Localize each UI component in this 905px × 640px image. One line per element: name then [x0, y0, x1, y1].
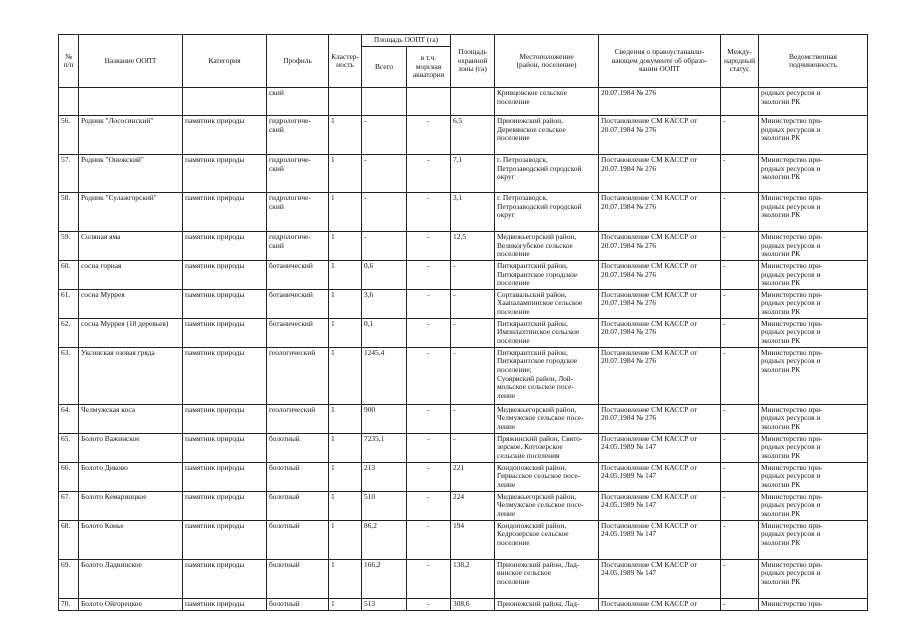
cell-area-marine: - [407, 520, 451, 559]
cell-area-total: 7235,1 [362, 433, 407, 462]
cell-department: Министерство при- родных ресурсов и экологии РК [759, 404, 868, 433]
cell-department: Министерство при- родных ресурсов и экологии РК [759, 116, 868, 155]
cell-cluster: 1 [329, 491, 362, 520]
cell-department: Министерство при- родных ресурсов и экологии РК [759, 347, 868, 404]
table-row [59, 116, 868, 155]
cell-profile: гидрологиче- ский [267, 232, 329, 261]
cell-profile: болотный [267, 559, 329, 598]
cell-location: Медвежьегорский район, Челмужское сельское посе- ление [495, 404, 599, 433]
table-row [59, 598, 868, 610]
cell-buffer: 12,5 [451, 232, 495, 261]
cell-area-marine: - [407, 433, 451, 462]
cell-cluster: 1 [329, 193, 362, 232]
cell-profile: болотный [267, 520, 329, 559]
cell-department: Министерство при- [759, 598, 868, 610]
cell-intl: - [721, 462, 759, 491]
cell-area-total: - [362, 155, 407, 193]
header-num: № п/п [59, 35, 79, 88]
table-row [59, 462, 868, 491]
row-number: 68. [59, 520, 79, 559]
cell-document: Постановление СМ КАССР от 20.07.1984 № 276 [599, 289, 721, 318]
cell-cluster: 1 [329, 232, 362, 261]
cell-area-marine: - [407, 289, 451, 318]
cell-area-total: - [362, 193, 407, 232]
cell-intl: - [721, 404, 759, 433]
cell-document: Постановление СМ КАССР от 24.05.1989 № 147 [599, 433, 721, 462]
cell-cluster: 1 [329, 261, 362, 290]
cell-name: Болото Кемаринцкое [79, 491, 183, 520]
cell-buffer: 7,1 [451, 155, 495, 193]
cell-area-marine: - [407, 193, 451, 232]
cell-category: памятник природы [183, 462, 267, 491]
table-row [59, 289, 868, 318]
header-area-group: Площадь ООПТ (га) [362, 35, 451, 47]
header-document: Сведения о правоустанавли- вающем документе об образо- вании ООПТ [599, 35, 721, 88]
row-number: 59. [59, 232, 79, 261]
cell-name: сосна Муррея [79, 289, 183, 318]
cell-buffer: 194 [451, 520, 495, 559]
cell-buffer: - [451, 404, 495, 433]
cell-department: Министерство при- родных ресурсов и экологии РК [759, 433, 868, 462]
cell-department: Министерство при- родных ресурсов и экологии РК [759, 462, 868, 491]
cell-department: Министерство при- родных ресурсов и экологии РК [759, 232, 868, 261]
row-number: 70. [59, 598, 79, 610]
cell-profile: ботанический [267, 318, 329, 347]
cell-intl: - [721, 559, 759, 598]
cell-document: Постановление СМ КАССР от 20.07.1984 № 276 [599, 318, 721, 347]
cell-cluster: 1 [329, 433, 362, 462]
cell-location: Прионежский район, Лад- винское сельское поселение [495, 559, 599, 598]
cell-buffer: - [451, 318, 495, 347]
cell-category: памятник природы [183, 520, 267, 559]
cell-name: Уксинская озовая гряда [79, 347, 183, 404]
cell-area-total: 510 [362, 491, 407, 520]
cell-name: Челмужская коса [79, 404, 183, 433]
cell-cluster: 1 [329, 116, 362, 155]
header-profile: Профиль [267, 35, 329, 88]
cell-intl: - [721, 318, 759, 347]
table-row [59, 88, 868, 116]
table-row [59, 155, 868, 193]
cell-area-total: 513 [362, 598, 407, 610]
cell-profile: геологический [267, 404, 329, 433]
cell-document: Постановление СМ КАССР от 20.07.1984 № 276 [599, 155, 721, 193]
cell-department: родных ресурсов и экологии РК [759, 88, 868, 116]
cell-area-marine: - [407, 116, 451, 155]
table-row [59, 404, 868, 433]
cell-department: Министерство при- родных ресурсов и экологии РК [759, 559, 868, 598]
row-number: 61. [59, 289, 79, 318]
cell-intl: - [721, 289, 759, 318]
cell-buffer: 6,5 [451, 116, 495, 155]
cell-profile: ботанический [267, 261, 329, 290]
cell-profile: болотный [267, 598, 329, 610]
cell-area-marine: - [407, 318, 451, 347]
row-number: 63. [59, 347, 79, 404]
cell-department: Министерство при- родных ресурсов и экологии РК [759, 289, 868, 318]
cell-cluster: 1 [329, 404, 362, 433]
table-row [59, 491, 868, 520]
cell-department: Министерство при- родных ресурсов и экологии РК [759, 491, 868, 520]
header-area-total: Всего [362, 47, 407, 88]
document-page [58, 34, 867, 611]
cell-area-total: 3,6 [362, 289, 407, 318]
cell-buffer: - [451, 261, 495, 290]
cell-area-total: 900 [362, 404, 407, 433]
cell-name: сосна горная [79, 261, 183, 290]
cell-intl: - [721, 116, 759, 155]
cell-area-marine: - [407, 559, 451, 598]
cell-category: памятник природы [183, 404, 267, 433]
cell-buffer: 221 [451, 462, 495, 491]
cell-buffer: - [451, 289, 495, 318]
cell-profile: болотный [267, 433, 329, 462]
cell-name: Родник "Лососинский" [79, 116, 183, 155]
cell-department: Министерство при- родных ресурсов и экологии РК [759, 261, 868, 290]
cell-name: Болото Важинское [79, 433, 183, 462]
cell-profile: гидрологиче- ский [267, 155, 329, 193]
header-department: Ведомственная подчиненность [759, 35, 868, 88]
protected-areas-table [58, 34, 868, 611]
table-row [59, 520, 868, 559]
cell-location: г. Петрозаводск, Петрозаводский городской округ [495, 155, 599, 193]
cell-category: памятник природы [183, 347, 267, 404]
row-number: 58. [59, 193, 79, 232]
cell-document: Постановление СМ КАССР от 24.05.1989 № 147 [599, 520, 721, 559]
table-row [59, 193, 868, 232]
cell-category: памятник природы [183, 261, 267, 290]
cell-document: 20.07.1984 № 276 [599, 88, 721, 116]
cell-area-total: 0,6 [362, 261, 407, 290]
row-number: 67. [59, 491, 79, 520]
row-number: 65. [59, 433, 79, 462]
cell-document: Постановление СМ КАССР от 20.07.1984 № 276 [599, 404, 721, 433]
cell-cluster [329, 88, 362, 116]
cell-location: Кондопожский район, Гирвасское сельское посе- ление [495, 462, 599, 491]
cell-category: памятник природы [183, 155, 267, 193]
cell-name: Родник "Сулажгорский" [79, 193, 183, 232]
cell-document: Постановление СМ КАССР от [599, 598, 721, 610]
cell-document: Постановление СМ КАССР от 24.05.1989 № 147 [599, 491, 721, 520]
cell-area-total [362, 88, 407, 116]
cell-category: памятник природы [183, 318, 267, 347]
cell-document: Постановление СМ КАССР от 20.07.1984 № 276 [599, 261, 721, 290]
header-location: Местоположение (район, поселение) [495, 35, 599, 88]
cell-buffer: - [451, 433, 495, 462]
cell-document: Постановление СМ КАССР от 20.07.1984 № 276 [599, 193, 721, 232]
cell-name: Соляная яма [79, 232, 183, 261]
cell-location: Прионежский район, Деревянское сельское поселение [495, 116, 599, 155]
cell-department: Министерство при- родных ресурсов и экологии РК [759, 193, 868, 232]
cell-area-total: 86,2 [362, 520, 407, 559]
row-number: 60. [59, 261, 79, 290]
cell-cluster: 1 [329, 559, 362, 598]
cell-intl: - [721, 232, 759, 261]
cell-area-marine: - [407, 155, 451, 193]
table-body [59, 88, 868, 611]
cell-buffer: 308,6 [451, 598, 495, 610]
cell-category: памятник природы [183, 193, 267, 232]
cell-profile: болотный [267, 491, 329, 520]
cell-buffer: - [451, 347, 495, 404]
header-cluster: Кластер- ность [329, 35, 362, 88]
table-row [59, 261, 868, 290]
cell-cluster: 1 [329, 462, 362, 491]
cell-buffer: 138,2 [451, 559, 495, 598]
cell-area-total: - [362, 116, 407, 155]
cell-document: Постановление СМ КАССР от 24.05.1989 № 147 [599, 462, 721, 491]
cell-location: Пряжинский район, Свято- зерское, Котозерское сельские поселения [495, 433, 599, 462]
cell-profile: ботанический [267, 289, 329, 318]
cell-intl: - [721, 347, 759, 404]
cell-area-total: 0,1 [362, 318, 407, 347]
cell-location: Сортавальский район, Хаапалампинское сельское поселение [495, 289, 599, 318]
cell-location: Питкярантский район, Питкярантское городское поселение [495, 261, 599, 290]
cell-area-marine: - [407, 491, 451, 520]
cell-area-total: - [362, 232, 407, 261]
cell-area-total: 166,2 [362, 559, 407, 598]
cell-location: Кривцовское сельское поселение [495, 88, 599, 116]
cell-intl: - [721, 261, 759, 290]
cell-area-marine: - [407, 232, 451, 261]
header-name: Название ООПТ [79, 35, 183, 88]
cell-document: Постановление СМ КАССР от 20.07.1984 № 276 [599, 347, 721, 404]
cell-department: Министерство при- родных ресурсов и экологии РК [759, 155, 868, 193]
cell-intl: - [721, 155, 759, 193]
cell-location: Прионежский район, Лад- [495, 598, 599, 610]
cell-name: сосна Муррея (18 деревьев) [79, 318, 183, 347]
cell-department: Министерство при- родных ресурсов и экологии РК [759, 520, 868, 559]
cell-location: г. Петрозаводск, Петрозаводский городской округ [495, 193, 599, 232]
cell-profile: болотный [267, 462, 329, 491]
cell-location: Медвежьегорский район, Великогубское сельское поселение [495, 232, 599, 261]
cell-area-total: 213 [362, 462, 407, 491]
cell-category: памятник природы [183, 559, 267, 598]
table-row [59, 433, 868, 462]
cell-cluster: 1 [329, 289, 362, 318]
cell-category: памятник природы [183, 289, 267, 318]
cell-profile: ский [267, 88, 329, 116]
header-intl: Между- народный статус [721, 35, 759, 88]
row-number: 57. [59, 155, 79, 193]
cell-intl: - [721, 193, 759, 232]
cell-location: Питкярантский район, Импилахтинское сельское поселение [495, 318, 599, 347]
cell-cluster: 1 [329, 318, 362, 347]
header-area-marine: в т.ч. морская акватория [407, 47, 451, 88]
cell-category [183, 88, 267, 116]
cell-location: Питкярантский район, Питкярантское городское поселение; Суоярвский район, Лой- мольское сельское посе- ление [495, 347, 599, 404]
row-number: 69. [59, 559, 79, 598]
cell-document: Постановление СМ КАССР от 20.07.1984 № 276 [599, 116, 721, 155]
cell-intl: - [721, 491, 759, 520]
cell-buffer [451, 88, 495, 116]
cell-area-total: 1245,4 [362, 347, 407, 404]
cell-cluster: 1 [329, 155, 362, 193]
cell-area-marine: - [407, 404, 451, 433]
table-row [59, 318, 868, 347]
cell-cluster: 1 [329, 347, 362, 404]
cell-intl [721, 88, 759, 116]
cell-area-marine: - [407, 261, 451, 290]
cell-location: Медвежьегорский район, Челмужское сельское посе- ление [495, 491, 599, 520]
header-buffer: Площадь охранной зоны (га) [451, 35, 495, 88]
cell-category: памятник природы [183, 116, 267, 155]
header-category: Категория [183, 35, 267, 88]
cell-buffer: 224 [451, 491, 495, 520]
cell-name: Родник "Онежский" [79, 155, 183, 193]
cell-area-marine: - [407, 462, 451, 491]
cell-category: памятник природы [183, 491, 267, 520]
row-number [59, 88, 79, 116]
cell-intl: - [721, 433, 759, 462]
cell-name: Болото Ойгорецкое [79, 598, 183, 610]
cell-area-marine: - [407, 598, 451, 610]
cell-name: Болото Диково [79, 462, 183, 491]
row-number: 62. [59, 318, 79, 347]
cell-name [79, 88, 183, 116]
row-number: 56. [59, 116, 79, 155]
cell-intl: - [721, 520, 759, 559]
table-row [59, 347, 868, 404]
row-number: 64. [59, 404, 79, 433]
table-row [59, 559, 868, 598]
table-row [59, 232, 868, 261]
cell-document: Постановление СМ КАССР от 24.05.1989 № 147 [599, 559, 721, 598]
row-number: 66. [59, 462, 79, 491]
cell-document: Постановление СМ КАССР от 20.07.1984 № 276 [599, 232, 721, 261]
cell-area-marine: - [407, 347, 451, 404]
cell-area-marine [407, 88, 451, 116]
cell-name: Болото Конье [79, 520, 183, 559]
cell-location: Кондопожский район, Кедрозерское сельское поселение [495, 520, 599, 559]
cell-buffer: 3,1 [451, 193, 495, 232]
cell-profile: гидрологиче- ский [267, 193, 329, 232]
cell-profile: гидрологиче- ский [267, 116, 329, 155]
cell-cluster: 1 [329, 598, 362, 610]
cell-profile: геологический [267, 347, 329, 404]
cell-department: Министерство при- родных ресурсов и экологии РК [759, 318, 868, 347]
cell-category: памятник природы [183, 433, 267, 462]
cell-category: памятник природы [183, 598, 267, 610]
cell-intl: - [721, 598, 759, 610]
cell-category: памятник природы [183, 232, 267, 261]
cell-name: Болото Ладвинское [79, 559, 183, 598]
cell-cluster: 1 [329, 520, 362, 559]
